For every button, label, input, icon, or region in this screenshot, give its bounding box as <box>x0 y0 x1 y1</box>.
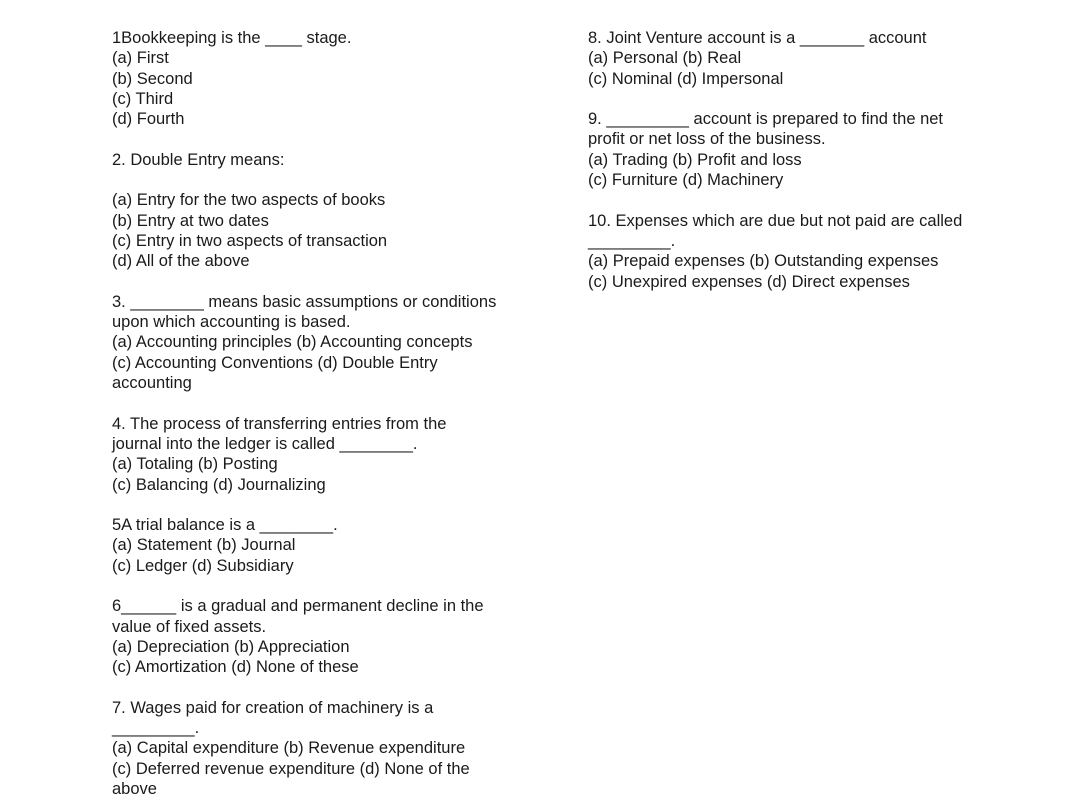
question-text: 9. _________ account is prepared to find the net <box>588 110 944 129</box>
answer-options: (d) Fourth <box>112 110 185 129</box>
question-text: 6______ is a gradual and permanent decline in the <box>112 597 484 616</box>
question-spacer <box>112 129 542 149</box>
answer-options: (a) First <box>112 49 169 68</box>
question-text: 5A trial balance is a ________. <box>112 516 338 535</box>
answer-options: (a) Totaling (b) Posting <box>112 455 278 474</box>
question-text: above <box>112 779 157 798</box>
answer-options: (c) Nominal (d) Impersonal <box>588 69 784 88</box>
question-text: 1Bookkeeping is the ____ stage. <box>112 29 352 47</box>
right-question-column <box>588 28 1008 292</box>
left-question-column <box>112 28 542 799</box>
answer-options: (c) Deferred revenue expenditure (d) None of the <box>112 759 470 778</box>
question-spacer <box>588 89 1008 109</box>
question-q7 <box>112 698 542 799</box>
answer-options: (d) All of the above <box>112 252 250 271</box>
question-text: 7. Wages paid for creation of machinery is a <box>112 698 434 717</box>
answer-options: (c) Accounting Conventions (d) Double Entry <box>112 353 438 372</box>
question-spacer <box>112 678 542 698</box>
question-text: value of fixed assets. <box>112 617 267 636</box>
answer-options: (c) Ledger (d) Subsidiary <box>112 556 294 575</box>
answer-options: (c) Entry in two aspects of transaction <box>112 231 388 250</box>
question-q2 <box>112 150 542 272</box>
question-text: journal into the ledger is called ________. <box>112 434 418 453</box>
question-spacer <box>112 272 542 292</box>
question-q3 <box>112 292 542 393</box>
answer-options: (a) Trading (b) Profit and loss <box>588 150 802 169</box>
question-spacer <box>112 495 542 515</box>
question-spacer <box>112 576 542 596</box>
answer-options: (a) Statement (b) Journal <box>112 536 296 555</box>
answer-options: (c) Balancing (d) Journalizing <box>112 475 326 494</box>
answer-options: (a) Depreciation (b) Appreciation <box>112 637 350 656</box>
answer-options: (a) Capital expenditure (b) Revenue expenditure <box>112 739 466 758</box>
answer-options: (b) Entry at two dates <box>112 211 269 230</box>
question-spacer <box>588 190 1008 210</box>
question-text: 8. Joint Venture account is a _______ account <box>588 29 927 47</box>
answer-options: (c) Unexpired expenses (d) Direct expenses <box>588 272 910 291</box>
question-text: 4. The process of transferring entries from the <box>112 414 447 433</box>
answer-options: (c) Furniture (d) Machinery <box>588 171 784 190</box>
question-text: accounting <box>112 374 192 393</box>
question-text <box>112 170 542 190</box>
question-q9 <box>588 109 1008 190</box>
question-q8 <box>588 28 1008 89</box>
question-text: 10. Expenses which are due but not paid are called <box>588 211 963 230</box>
question-text: _________. <box>112 719 200 738</box>
question-text: _________. <box>588 231 676 250</box>
answer-options: (c) Amortization (d) None of these <box>112 658 359 677</box>
question-text: 2. Double Entry means: <box>112 150 285 169</box>
question-q10 <box>588 211 1008 292</box>
question-q1 <box>112 28 542 129</box>
answer-options: (b) Second <box>112 69 193 88</box>
answer-options: (a) Entry for the two aspects of books <box>112 191 386 210</box>
question-text: 3. ________ means basic assumptions or conditions <box>112 292 497 311</box>
question-text: profit or net loss of the business. <box>588 130 826 149</box>
question-text: upon which accounting is based. <box>112 313 351 332</box>
question-spacer <box>112 393 542 413</box>
answer-options: (a) Accounting principles (b) Accounting concepts <box>112 333 473 352</box>
question-q4 <box>112 414 542 495</box>
answer-options: (a) Prepaid expenses (b) Outstanding expenses <box>588 252 939 271</box>
answer-options: (a) Personal (b) Real <box>588 49 742 68</box>
answer-options: (c) Third <box>112 89 174 108</box>
question-q6 <box>112 596 542 677</box>
question-q5 <box>112 515 542 576</box>
